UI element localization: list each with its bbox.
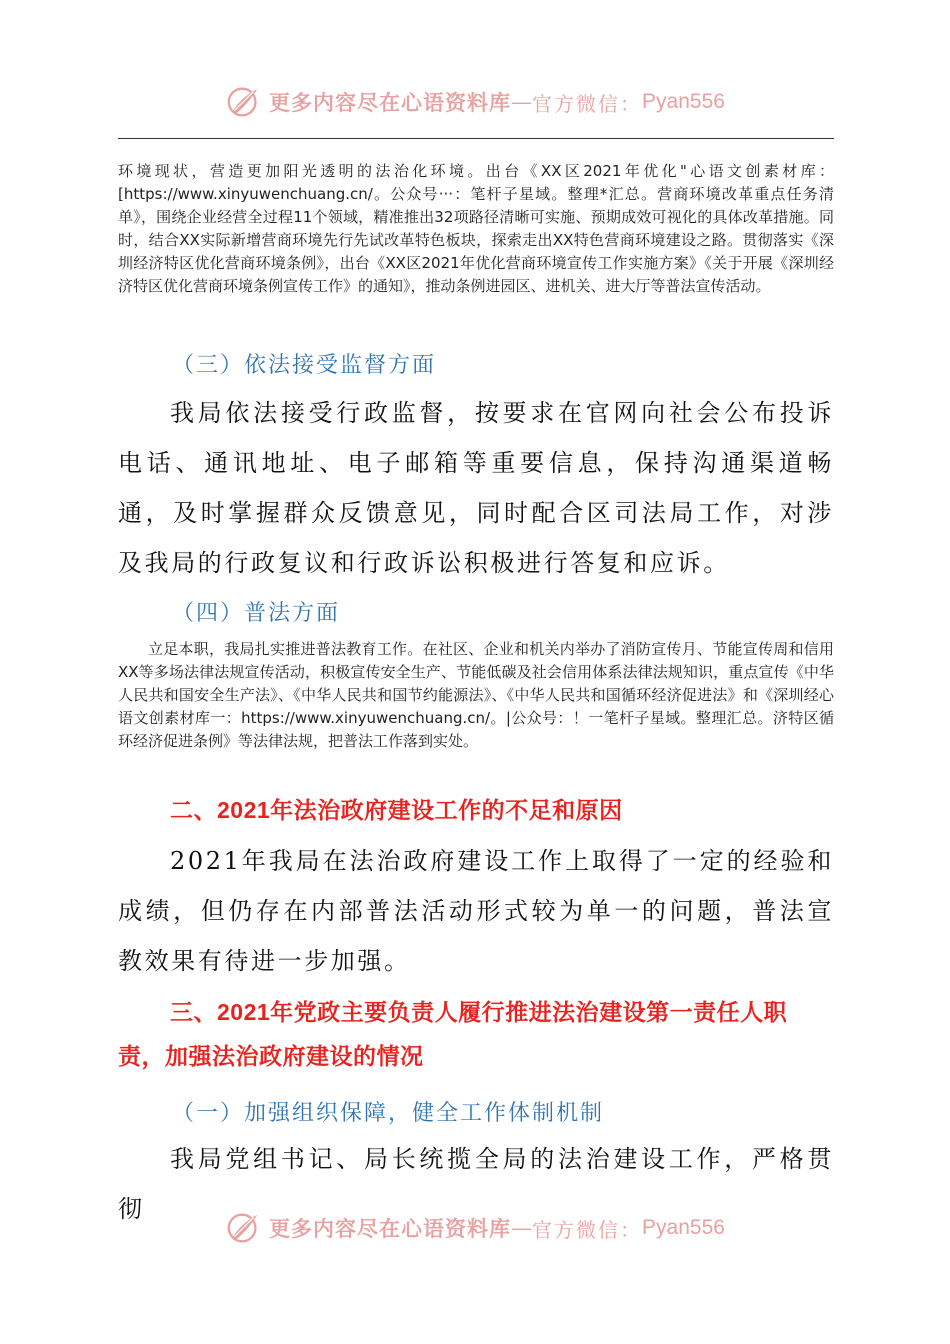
paragraph-organization: 我局党组书记、局长统揽全局的法治建设工作，严格贯彻 [118, 1145, 834, 1223]
subheading-pufa: （四）普法方面 [172, 601, 341, 626]
heading-responsibility: 三、2021年党政主要负责人履行推进法治建设第一责任人职责，加强法治政府建设的情况 [118, 999, 788, 1069]
footer-banner [0, 1206, 950, 1250]
heading-shortcomings: 二、2021年法治政府建设工作的不足和原因 [170, 797, 623, 823]
pen-logo-icon [225, 83, 263, 121]
banner-wechat-label: 官方微信： [532, 1217, 643, 1242]
header-banner [0, 80, 950, 124]
banner-dash: — [511, 1216, 533, 1240]
subheading-supervision: （三）依法接受监督方面 [172, 353, 437, 378]
banner-wechat-id: Pyan556 [642, 1216, 725, 1239]
paragraph-supervision: 我局依法接受行政监督，按要求在官网向社会公布投诉电话、通讯地址、电子邮箱等重要信息，保持沟通渠道畅通，及时掌握群众反馈意见，同时配合区司法局工作，对涉及我局的行政复议和行政诉讼积极进行答复和应诉。 [118, 399, 834, 577]
banner-text: 更多内容尽在心语资料库 [269, 1216, 512, 1241]
pen-logo-icon [225, 1209, 263, 1247]
header-divider [118, 138, 834, 139]
banner-wechat-label: 官方微信： [532, 91, 643, 116]
paragraph-environment: 环境现状，营造更加阳光透明的法治化环境。出台《XX区2021年优化"心语文创素材库：[https://www.xinyuwenchuang.cn/。公众号···：笔杆子星域。整理*汇总。营商环境改革重点任务清单》，围绕企业经营全过程11个领域，精准推出32项路径清晰可实施、预期成效可视化的具体改革措施。同时，结合XX实际新增营商环境先行先试改革特色板块，探索走出XX特色营商环境建设之路。贯彻落实《深圳经济特区优化营商环境条例》，出台《XX区2021年优化营商环境宣传工作实施方案》《关于开展《深圳经济特区优化营商环境条例宣传工作》的通知》，推动条例进园区、进机关、进大厅等普法宣传活动。 [118, 162, 834, 295]
paragraph-pufa: 立足本职，我局扎实推进普法教育工作。在社区、企业和机关内举办了消防宣传月、节能宣传周和信用XX等多场法律法规宣传活动，积极宣传安全生产、节能低碳及社会信用体系法律法规知识，重点宣传《中华人民共和国安全生产法》、《中华人民共和国节约能源法》、《中华人民共和国循环经济促进法》和《深圳经心语文创素材库一：https://www.xinyuwenchuang.cn/。|公众号：！一笔杆子星域。整理汇总。济特区循环经济促进条例》等法律法规，把普法工作落到实处。 [118, 640, 834, 750]
paragraph-shortcomings: 2021年我局在法治政府建设工作上取得了一定的经验和成绩，但仍存在内部普法活动形式较为单一的问题，普法宣教效果有待进一步加强。 [118, 847, 834, 975]
banner-dash: — [511, 90, 533, 114]
subheading-organization: （一）加强组织保障，健全工作体制机制 [172, 1101, 605, 1126]
banner-text: 更多内容尽在心语资料库 [269, 90, 512, 115]
banner-wechat-id: Pyan556 [642, 90, 725, 113]
